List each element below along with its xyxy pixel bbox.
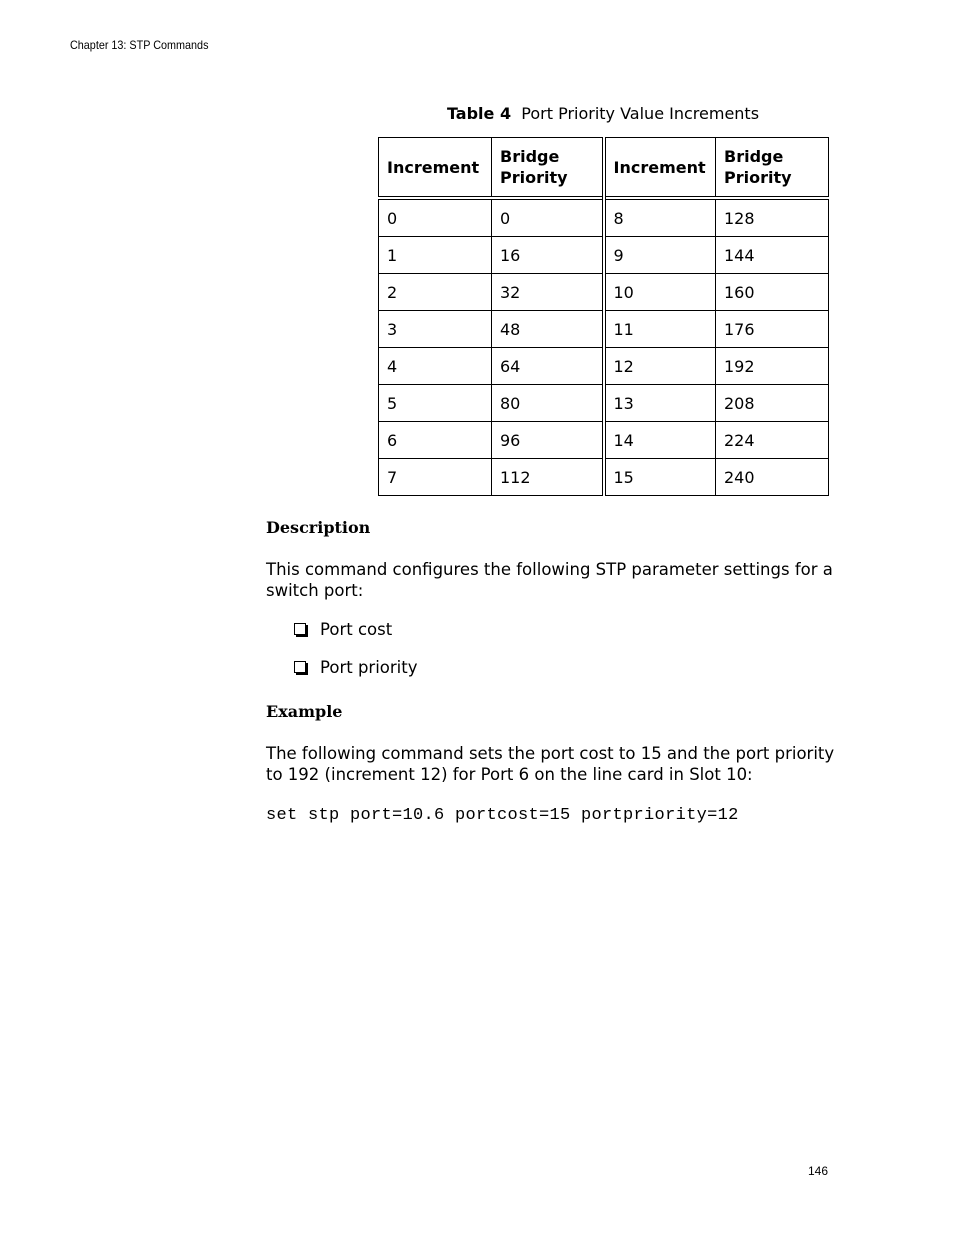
table-cell: 11 [604,311,716,348]
table-cell: 208 [716,385,829,422]
table-cell: 7 [379,459,492,496]
bullet-item: Port cost [294,620,392,639]
example-heading: Example [266,702,343,721]
bullet-item: Port priority [294,658,418,677]
table-cell: 3 [379,311,492,348]
table-row [379,198,829,237]
table-header-row [379,138,829,199]
checkbox-bullet-icon [294,661,306,673]
table-cell: 8 [604,198,716,237]
table-cell: 6 [379,422,492,459]
table-row [379,274,829,311]
table-cell: 128 [716,198,829,237]
table-cell: 5 [379,385,492,422]
column-header: Bridge Priority [716,138,829,199]
table-cell: 9 [604,237,716,274]
table-cell: 12 [604,348,716,385]
table-cell: 176 [716,311,829,348]
table-cell: 0 [492,198,604,237]
description-heading: Description [266,518,371,537]
table-cell: 48 [492,311,604,348]
table-caption [378,104,828,123]
running-header: Chapter 13: STP Commands [70,38,209,52]
port-priority-table [378,137,829,496]
description-text: This command configures the following STP parameter settings for a switch port: [266,560,833,600]
table-caption-title: Port Priority Value Increments [521,104,760,123]
table-cell: 224 [716,422,829,459]
example-command: set stp port=10.6 portcost=15 portpriority=12 [266,806,739,825]
table-cell: 96 [492,422,604,459]
table-cell: 144 [716,237,829,274]
table-row [379,385,829,422]
table-cell: 192 [716,348,829,385]
table-cell: 1 [379,237,492,274]
table-row [379,422,829,459]
table-cell: 80 [492,385,604,422]
table-cell: 240 [716,459,829,496]
column-header: Bridge Priority [492,138,604,199]
table-caption-label: Table 4 [446,104,512,123]
page-number: 146 [807,1164,828,1178]
column-header: Increment [379,138,492,199]
table-cell: 13 [604,385,716,422]
table-cell: 15 [604,459,716,496]
table-cell: 16 [492,237,604,274]
table-cell: 2 [379,274,492,311]
table-row [379,348,829,385]
table-cell: 64 [492,348,604,385]
example-text: The following command sets the port cost to 15 and the port priority to 192 (increment 12) for Port 6 on the line card in Slot 10: [266,744,835,784]
checkbox-bullet-icon [294,623,306,635]
table-cell: 32 [492,274,604,311]
table-cell: 112 [492,459,604,496]
table-row [379,237,829,274]
table-cell: 4 [379,348,492,385]
table-cell: 10 [604,274,716,311]
table-row [379,311,829,348]
table-cell: 0 [379,198,492,237]
column-header: Increment [604,138,716,199]
table-cell: 14 [604,422,716,459]
table-row [379,459,829,496]
table-cell: 160 [716,274,829,311]
